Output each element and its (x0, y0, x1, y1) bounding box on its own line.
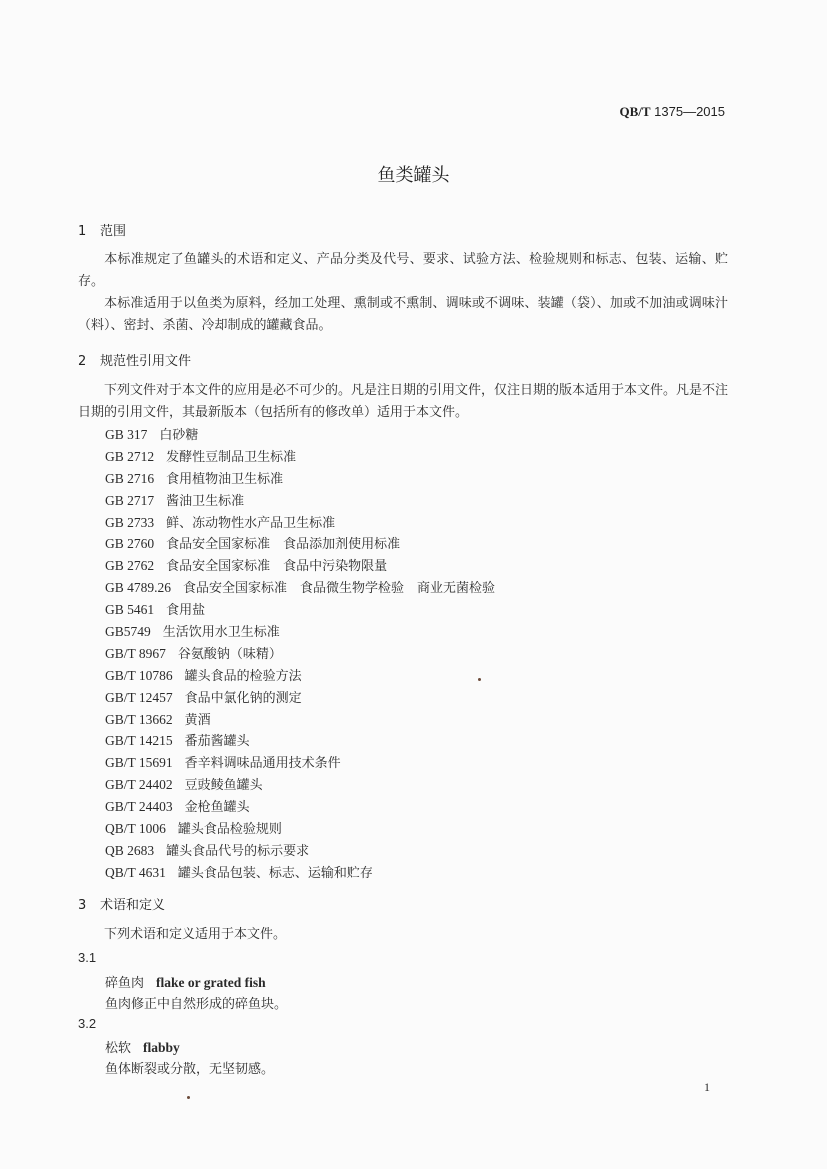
reference-code: GB/T 8967 (105, 645, 166, 661)
reference-name: 罐头食品代号的标示要求 (166, 843, 310, 859)
reference-item (105, 599, 495, 621)
reference-code: GB 2762 (105, 558, 155, 574)
reference-name: 罐头食品包装、标志、运输和贮存 (177, 865, 373, 881)
term-name (105, 972, 266, 991)
reference-code: GB 2760 (105, 536, 155, 552)
term-definition: 鱼肉修正中自然形成的碎鱼块。 (105, 997, 288, 1012)
reference-name: 食品安全国家标准 食品添加剂使用标准 (166, 537, 401, 553)
reference-code: GB/T 15691 (105, 755, 173, 771)
section-1-paragraph-2 (78, 293, 728, 337)
reference-item (105, 709, 495, 731)
reference-name: 鲜、冻动物性水产品卫生标准 (166, 515, 336, 531)
reference-item (105, 577, 495, 599)
reference-name: 黄酒 (184, 712, 211, 728)
reference-name: 食品中氯化钠的测定 (184, 690, 302, 706)
reference-name: 番茄酱罐头 (184, 734, 250, 750)
term-id: 3.2 (78, 1016, 97, 1031)
reference-item (105, 752, 495, 774)
section-3-intro-text: 下列术语和定义适用于本文件。 (104, 927, 287, 942)
reference-code: QB/T 4631 (105, 864, 166, 880)
section-3-title: 术语和定义 (100, 898, 166, 913)
reference-item (105, 512, 495, 534)
section-2-heading (78, 350, 191, 369)
reference-name: 酱油卫生标准 (166, 493, 245, 509)
section-3-heading (78, 894, 165, 913)
reference-item (105, 840, 495, 862)
reference-item (105, 643, 495, 665)
reference-code: GB5749 (105, 624, 151, 640)
scan-speck (187, 1096, 190, 1099)
reference-item (105, 446, 495, 468)
reference-name: 发酵性豆制品卫生标准 (166, 449, 297, 465)
page-number: 1 (704, 1080, 710, 1094)
reference-code: GB/T 13662 (105, 711, 173, 727)
reference-code: GB 2716 (105, 470, 155, 486)
normative-references-list (105, 424, 495, 884)
section-1-paragraph-1 (78, 249, 728, 293)
reference-item (105, 621, 495, 643)
reference-code: QB/T 1006 (105, 821, 166, 837)
term-name-zh: 松软 (105, 1041, 132, 1056)
reference-item (105, 533, 495, 555)
section-3-number: 3 (78, 898, 87, 913)
reference-code: GB 2717 (105, 492, 155, 508)
term-definition: 鱼体断裂或分散，无坚韧感。 (105, 1062, 275, 1077)
reference-name: 豆豉鲮鱼罐头 (184, 778, 263, 794)
reference-code: QB 2683 (105, 842, 155, 858)
reference-item (105, 468, 495, 490)
reference-name: 食用植物油卫生标准 (166, 471, 284, 487)
reference-name: 食用盐 (166, 603, 206, 619)
term-name-en: flake or grated fish (156, 975, 266, 990)
reference-code: GB/T 14215 (105, 733, 173, 749)
reference-name: 生活饮用水卫生标准 (162, 625, 280, 641)
term-name-en: flabby (143, 1040, 180, 1055)
term-name (105, 1037, 180, 1056)
section-1-number: 1 (78, 224, 87, 239)
reference-item (105, 555, 495, 577)
reference-name: 食品安全国家标准 食品中污染物限量 (166, 559, 388, 575)
reference-name: 食品安全国家标准 食品微生物学检验 商业无菌检验 (183, 581, 496, 597)
section-1-paragraph-1-text: 本标准规定了鱼罐头的术语和定义、产品分类及代号、要求、试验方法、检验规则和标志、包装、运输、贮存。 (78, 252, 728, 289)
reference-name: 金枪鱼罐头 (184, 800, 250, 816)
section-1-paragraph-2-text: 本标准适用于以鱼类为原料，经加工处理、熏制或不熏制、调味或不调味、装罐（袋）、加或不加油或调味汁（料）、密封、杀菌、冷却制成的罐藏食品。 (78, 296, 728, 333)
section-2-number: 2 (78, 354, 87, 369)
reference-item (105, 665, 495, 687)
term-name-zh: 碎鱼肉 (105, 976, 145, 991)
section-2-title: 规范性引用文件 (100, 354, 192, 369)
reference-code: GB/T 24402 (105, 777, 173, 793)
reference-item (105, 424, 495, 446)
reference-item (105, 818, 495, 840)
reference-item (105, 730, 495, 752)
reference-item (105, 796, 495, 818)
reference-name: 谷氨酸钠（味精） (177, 646, 282, 662)
scan-speck (478, 678, 481, 681)
standard-code-number: 1375—2015 (654, 104, 725, 119)
reference-code: GB 2712 (105, 448, 155, 464)
reference-name: 罐头食品检验规则 (177, 822, 282, 838)
reference-name: 香辛料调味品通用技术条件 (184, 756, 341, 772)
reference-item (105, 687, 495, 709)
section-3-intro (78, 924, 728, 946)
reference-code: GB 5461 (105, 602, 155, 618)
section-1-heading (78, 220, 126, 239)
section-1-title: 范围 (100, 224, 127, 239)
standard-code (619, 104, 725, 120)
term-id: 3.1 (78, 950, 97, 965)
standard-code-prefix: QB/T (619, 104, 651, 119)
reference-code: GB 4789.26 (105, 580, 172, 596)
reference-name: 罐头食品的检验方法 (184, 668, 302, 684)
document-title: 鱼类罐头 (377, 165, 450, 186)
reference-item (105, 774, 495, 796)
reference-code: GB/T 24403 (105, 799, 173, 815)
reference-name: 白砂糖 (159, 428, 199, 443)
reference-code: GB 317 (105, 427, 148, 442)
section-2-intro (78, 380, 728, 424)
reference-code: GB 2733 (105, 514, 155, 530)
section-2-intro-text: 下列文件对于本文件的应用是必不可少的。凡是注日期的引用文件，仅注日期的版本适用于本文件。凡是不注日期的引用文件，其最新版本（包括所有的修改单）适用于本文件。 (78, 383, 729, 420)
reference-code: GB/T 12457 (105, 689, 173, 705)
reference-item (105, 862, 495, 884)
reference-item (105, 490, 495, 512)
reference-code: GB/T 10786 (105, 667, 173, 683)
